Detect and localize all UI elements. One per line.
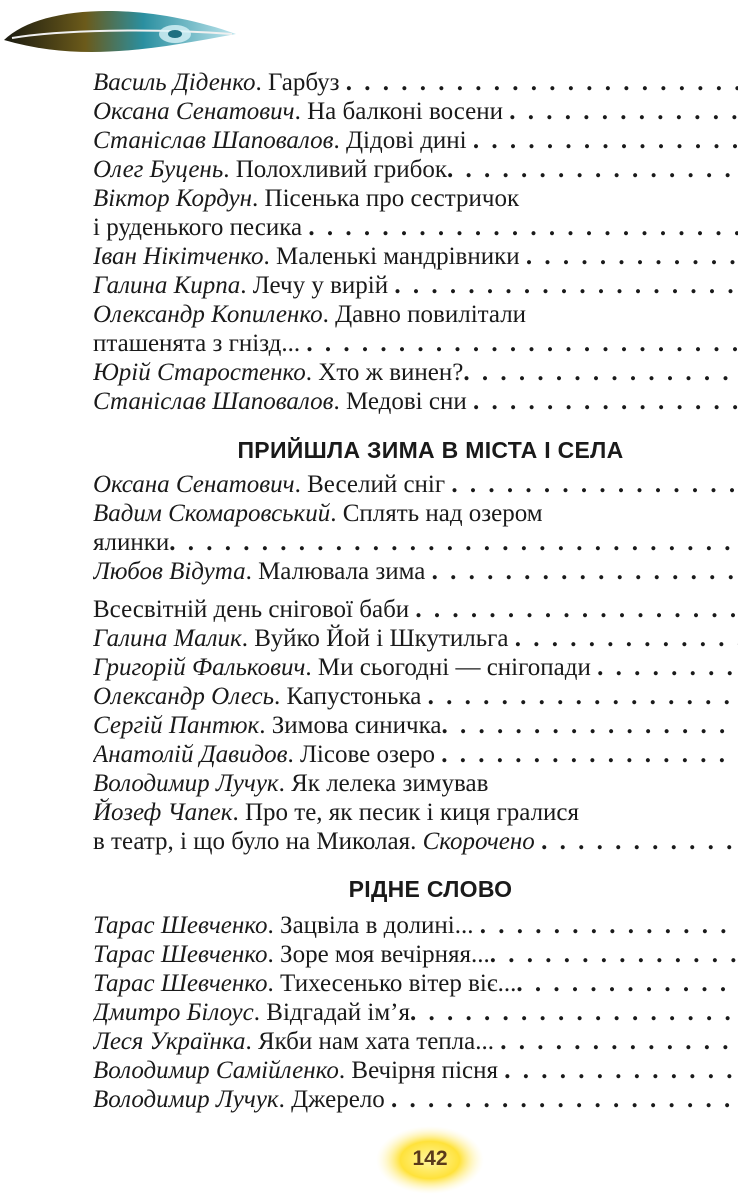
toc-entry[interactable]: Юрій Старостенко. Хто ж винен? . . . <box>93 358 738 387</box>
toc-entry[interactable]: Вадим Скомаровський. Сплять над озером ялинки . . . <box>93 499 738 557</box>
toc-entry[interactable]: Володимир Лучук. Як лелека зимував <box>93 770 489 797</box>
toc-entry-snow-day[interactable]: Всесвітній день снігової баби . . . <box>93 595 738 624</box>
toc-entry[interactable]: Олександр Олесь. Капустонька . . . <box>93 682 738 711</box>
toc-entry[interactable]: Іван Нікітченко. Маленькі мандрівники . . . <box>93 242 738 271</box>
toc-entry[interactable]: Станіслав Шаповалов. Дідові дині . . . <box>93 126 738 155</box>
toc-entry[interactable]: Володимир Самійленко. Вечірня пісня . . . <box>93 1056 738 1085</box>
section-title-native-word: РІДНЕ СЛОВО <box>348 876 513 902</box>
toc-entry[interactable]: Оксана Сенатович. На балконі восени . . . <box>93 97 738 126</box>
toc-entry[interactable]: Станіслав Шаповалов. Медові сни . . . <box>93 387 738 416</box>
toc-entry[interactable]: Тарас Шевченко. Тихесенько вітер віє... . . . <box>93 969 738 998</box>
toc-entry[interactable]: Анатолій Давидов. Лісове озеро . . . <box>93 740 738 769</box>
toc-entry[interactable]: Віктор Кордун. Пісенька про сестричок і руденького песика . . . <box>93 184 738 242</box>
toc-entry[interactable]: Василь Діденко. Гарбуз . . . <box>93 68 738 97</box>
toc-entry[interactable]: Леся Українка. Якби нам хата тепла... . . . <box>93 1027 738 1056</box>
toc-entry[interactable]: Тарас Шевченко. Зоре моя вечірняя... . . . <box>93 940 738 969</box>
toc-entry[interactable]: Йозеф Чапек. Про те, як песик і киця гралися в театр, і що було на Миколая. Скорочено . . . <box>93 798 738 856</box>
page-number-badge <box>375 1125 485 1195</box>
toc-entry[interactable]: Любов Відута. Малювала зима . . . <box>93 557 738 586</box>
toc-entry[interactable]: Олег Буцень. Полохливий грибок . . . <box>93 155 738 184</box>
toc-entry[interactable]: Дмитро Білоус. Відгадай ім’я . . . <box>93 998 738 1027</box>
section-title-winter: ПРИЙШЛА ЗИМА В МІСТА І СЕЛА <box>237 437 624 463</box>
table-of-contents <box>93 68 738 1114</box>
toc-entry[interactable]: Галина Малик. Вуйко Йой і Шкутильга . . . <box>93 624 738 653</box>
page-number: 142 <box>412 1147 448 1170</box>
toc-entry[interactable]: Тарас Шевченко. Зацвіла в долині... . . . <box>93 911 738 940</box>
toc-entry[interactable]: Олександр Копиленко. Давно повилітали пташенята з гнізд... . . . <box>93 300 738 358</box>
feather-decoration <box>0 0 240 70</box>
toc-entry[interactable]: Григорій Фалькович. Ми сьогодні — снігопади . . . <box>93 653 738 682</box>
toc-entry[interactable]: Володимир Лучук. Джерело . . . <box>93 1085 738 1114</box>
toc-entry[interactable]: Сергій Пантюк. Зимова синичка . . . <box>93 711 738 740</box>
toc-entry[interactable]: Оксана Сенатович. Веселий сніг . . . <box>93 470 738 499</box>
toc-entry[interactable]: Галина Кирпа. Лечу у вирій . . . <box>93 271 738 300</box>
